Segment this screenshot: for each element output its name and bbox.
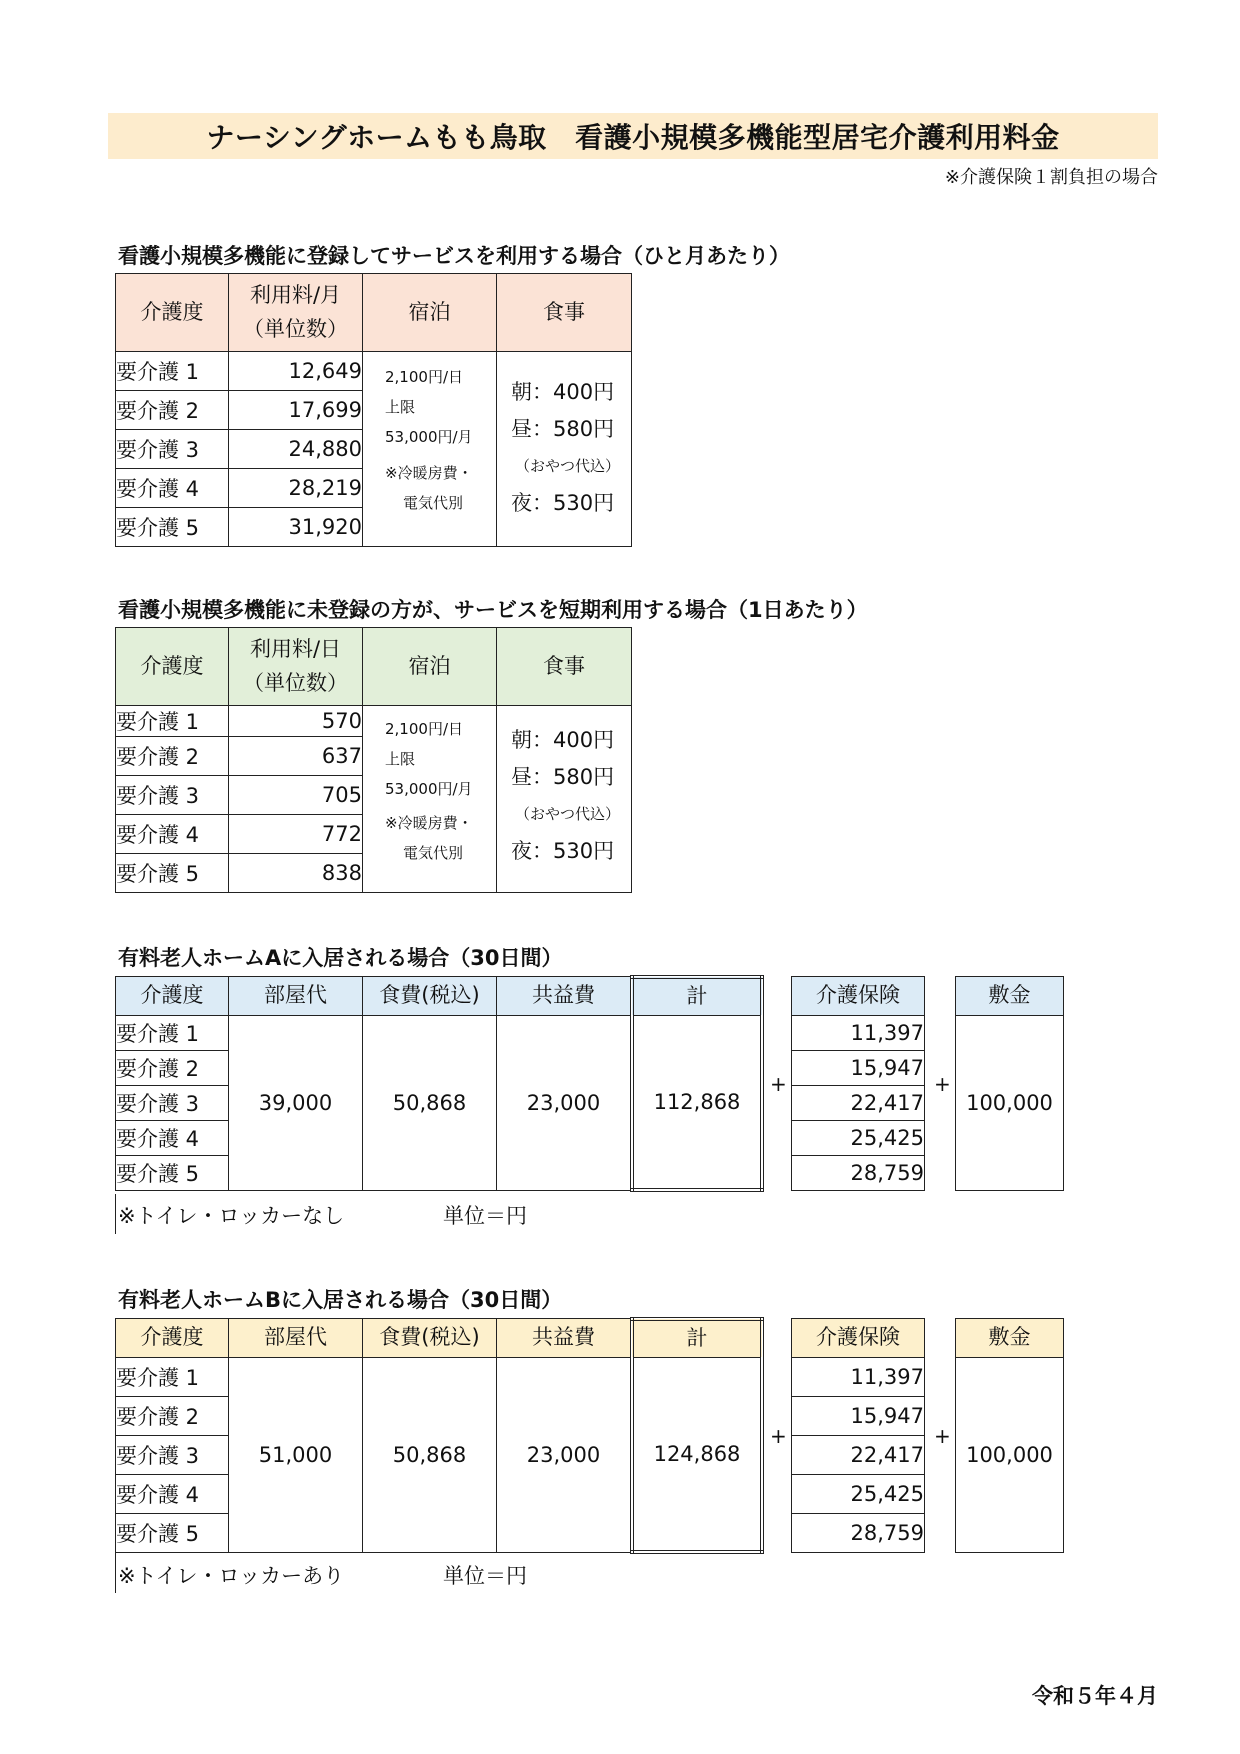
insurance-cell: 15,947 xyxy=(792,1051,925,1086)
level-cell: 要介護 5 xyxy=(116,1514,229,1553)
level-cell: 要介護 1 xyxy=(116,1016,229,1051)
section4-total-table xyxy=(630,1317,764,1554)
section3-title: 有料老人ホームAに入居される場合（30日間） xyxy=(118,946,563,970)
fee-cell: 772 xyxy=(229,815,363,854)
insurance-cell: 25,425 xyxy=(792,1475,925,1514)
fee-header: 利用料/月 （単位数） xyxy=(229,274,363,352)
section4-deposit-table xyxy=(955,1318,1064,1553)
level-cell: 要介護 2 xyxy=(116,1397,229,1436)
food-fee: 50,868 xyxy=(363,1358,497,1553)
level-cell: 要介護 3 xyxy=(116,430,229,469)
level-header: 介護度 xyxy=(116,628,229,706)
fee-cell: 838 xyxy=(229,854,363,893)
level-cell: 要介護 4 xyxy=(116,1121,229,1156)
level-header: 介護度 xyxy=(116,1319,229,1358)
common-header: 共益費 xyxy=(497,977,631,1016)
section2-title: 看護小規模多機能に未登録の方が、サービスを短期利用する場合（1日あたり） xyxy=(118,598,868,622)
food-header: 食費(税込) xyxy=(363,977,497,1016)
level-header: 介護度 xyxy=(116,977,229,1016)
room-header: 部屋代 xyxy=(229,977,363,1016)
level-cell: 要介護 4 xyxy=(116,469,229,508)
insurance-cell: 28,759 xyxy=(792,1156,925,1191)
common-fee: 23,000 xyxy=(497,1016,631,1191)
insurance-note: ※介護保険１割負担の場合 xyxy=(944,167,1158,188)
facility-note: ※トイレ・ロッカーあり xyxy=(118,1564,345,1588)
section1-table xyxy=(115,273,632,547)
stay-info: 2,100円/日 上限 53,000円/月 ※冷暖房費・ 電気代別 xyxy=(363,706,497,893)
meal-info: 朝：400円 昼：580円 （おやつ代込） 夜：530円 xyxy=(497,706,632,893)
section3-total-table xyxy=(630,975,764,1192)
level-cell: 要介護 2 xyxy=(116,1051,229,1086)
stay-header: 宿泊 xyxy=(363,274,497,352)
section3-insurance-table xyxy=(791,976,925,1191)
fee-cell: 31,920 xyxy=(229,508,363,547)
food-fee: 50,868 xyxy=(363,1016,497,1191)
room-header: 部屋代 xyxy=(229,1319,363,1358)
insurance-cell: 11,397 xyxy=(792,1358,925,1397)
insurance-cell: 15,947 xyxy=(792,1397,925,1436)
room-fee: 51,000 xyxy=(229,1358,363,1553)
total-header: 計 xyxy=(632,1319,762,1357)
deposit-header: 敷金 xyxy=(956,1319,1064,1358)
section3-main-table xyxy=(115,976,631,1191)
meal-info: 朝：400円 昼：580円 （おやつ代込） 夜：530円 xyxy=(497,352,632,547)
page-title: ナーシングホームもも鳥取 看護小規模多機能型居宅介護利用料金 xyxy=(108,113,1158,159)
insurance-cell: 22,417 xyxy=(792,1086,925,1121)
unit-note: 単位＝円 xyxy=(443,1204,527,1228)
level-cell: 要介護 5 xyxy=(116,854,229,893)
deposit-fee: 100,000 xyxy=(956,1016,1064,1191)
room-fee: 39,000 xyxy=(229,1016,363,1191)
fee-cell: 705 xyxy=(229,776,363,815)
total-fee: 124,868 xyxy=(653,1441,741,1466)
level-cell: 要介護 5 xyxy=(116,508,229,547)
level-cell: 要介護 1 xyxy=(116,1358,229,1397)
facility-note: ※トイレ・ロッカーなし xyxy=(118,1204,345,1228)
fee-cell: 570 xyxy=(229,706,363,737)
level-header: 介護度 xyxy=(116,274,229,352)
total-fee: 112,868 xyxy=(653,1089,741,1114)
note-line xyxy=(115,1553,116,1593)
plus-sign: + xyxy=(770,1072,787,1096)
section4-title: 有料老人ホームBに入居される場合（30日間） xyxy=(118,1288,563,1312)
insurance-cell: 28,759 xyxy=(792,1514,925,1553)
common-fee: 23,000 xyxy=(497,1358,631,1553)
level-cell: 要介護 2 xyxy=(116,737,229,776)
level-cell: 要介護 2 xyxy=(116,391,229,430)
insurance-header: 介護保険 xyxy=(792,977,925,1016)
total-header: 計 xyxy=(632,977,762,1015)
insurance-cell: 11,397 xyxy=(792,1016,925,1051)
food-header: 食費(税込) xyxy=(363,1319,497,1358)
plus-sign: + xyxy=(934,1072,951,1096)
level-cell: 要介護 3 xyxy=(116,1436,229,1475)
level-cell: 要介護 1 xyxy=(116,706,229,737)
fee-cell: 28,219 xyxy=(229,469,363,508)
level-cell: 要介護 4 xyxy=(116,815,229,854)
plus-sign: + xyxy=(770,1424,787,1448)
insurance-cell: 25,425 xyxy=(792,1121,925,1156)
section4-insurance-table xyxy=(791,1318,925,1553)
level-cell: 要介護 5 xyxy=(116,1156,229,1191)
fee-cell: 12,649 xyxy=(229,352,363,391)
note-line xyxy=(115,1194,116,1234)
fee-cell: 17,699 xyxy=(229,391,363,430)
unit-note: 単位＝円 xyxy=(443,1564,527,1588)
level-cell: 要介護 1 xyxy=(116,352,229,391)
common-header: 共益費 xyxy=(497,1319,631,1358)
level-cell: 要介護 3 xyxy=(116,776,229,815)
level-cell: 要介護 3 xyxy=(116,1086,229,1121)
meal-header: 食事 xyxy=(497,628,632,706)
deposit-fee: 100,000 xyxy=(956,1358,1064,1553)
section3-deposit-table xyxy=(955,976,1064,1191)
stay-info: 2,100円/日 上限 53,000円/月 ※冷暖房費・ 電気代別 xyxy=(363,352,497,547)
deposit-header: 敷金 xyxy=(956,977,1064,1016)
fee-header: 利用料/日 （単位数） xyxy=(229,628,363,706)
stay-header: 宿泊 xyxy=(363,628,497,706)
footer-date: 令和５年４月 xyxy=(1032,1684,1158,1708)
section1-title: 看護小規模多機能に登録してサービスを利用する場合（ひと月あたり） xyxy=(118,244,790,268)
section4-main-table xyxy=(115,1318,631,1553)
plus-sign: + xyxy=(934,1424,951,1448)
fee-cell: 24,880 xyxy=(229,430,363,469)
meal-header: 食事 xyxy=(497,274,632,352)
section2-table xyxy=(115,627,632,893)
fee-cell: 637 xyxy=(229,737,363,776)
insurance-header: 介護保険 xyxy=(792,1319,925,1358)
level-cell: 要介護 4 xyxy=(116,1475,229,1514)
insurance-cell: 22,417 xyxy=(792,1436,925,1475)
